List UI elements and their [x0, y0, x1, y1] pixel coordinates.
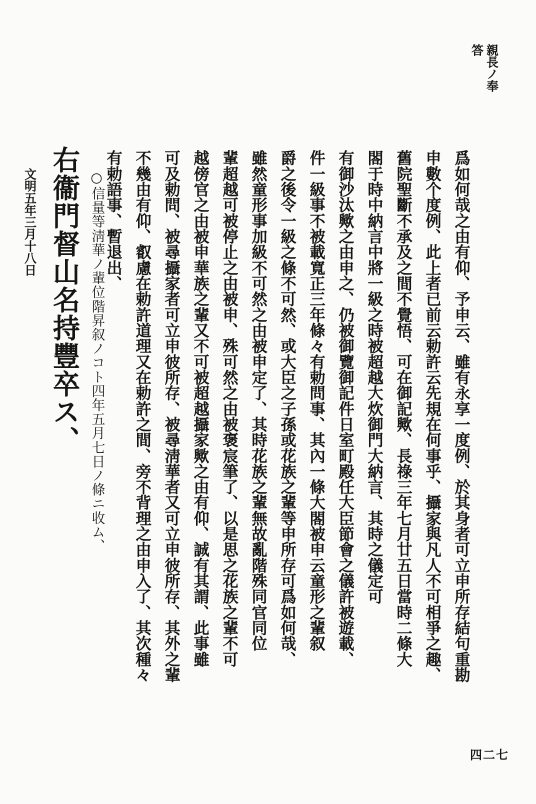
body-column-8: 雖然童形事加級不可然之由被申定了、其時花族之輩無故亂階殊同官同位	[249, 150, 269, 652]
running-header-2: 答	[470, 44, 484, 56]
body-column-13: 有勅語事、暫退出、	[104, 150, 124, 291]
body-column-9: 輩超越可被停止之由被申、殊可然之由被褒宸筆了、以是思之花族之輩不可	[220, 150, 240, 667]
body-column-5: 有御沙汰歟之由申之、仍被御覽御記件日室町殿任大臣節會之儀許被遊載、	[336, 150, 356, 667]
body-column-1: 爲如何哉之由有仰、予申云、雖有永享一度例、於其身者可立申所存結句重勘	[452, 150, 472, 683]
body-column-4: 閤于時中納言中將一級之時被超越大炊御門大納言、其時之儀定可	[365, 150, 385, 605]
body-column-12: 不幾由有仰、叡慮在勅許道理又在勅許之間、旁不背理之由申入了、其次種々	[133, 150, 153, 683]
page-number: 四二七	[470, 748, 510, 762]
body-column-7: 爵之後令一級之條不可然、或大臣之子孫或花族之輩等申所存可爲如何哉、	[278, 150, 298, 667]
body-column-6: 件一級事不被載寬正三年條々有勅問事、其內一條大閤被申云童形之輩叙	[307, 150, 327, 652]
body-column-2: 申數个度例、此上者已前云勅許云先規在何事乎、攝家與凡人不可相爭之趣、	[423, 150, 443, 683]
event-title: 右衞門督山名持豐卒ス、	[48, 146, 79, 454]
note-line: ○信量等淸華ノ輩位階昇叙ノコト四年五月七日ノ條ニ收ム、	[88, 170, 105, 554]
body-column-3: 舊院聖斷不承及之間不覺悟、可在御記歟、長祿三年七月廿五日當時二條大	[394, 150, 414, 667]
running-header-1: 親長ノ奉	[485, 44, 499, 92]
body-column-11: 可及勅問、被尋攝家者可立申彼所存、被尋淸華者又可立申彼所存、其外之輩	[162, 150, 182, 683]
date-line: 文明五年三月十八日	[23, 168, 37, 276]
body-column-10: 越傍官之由被申華族之輩又不可被超越攝家歟之由有仰、誠有其謂、此事雖	[191, 150, 211, 667]
